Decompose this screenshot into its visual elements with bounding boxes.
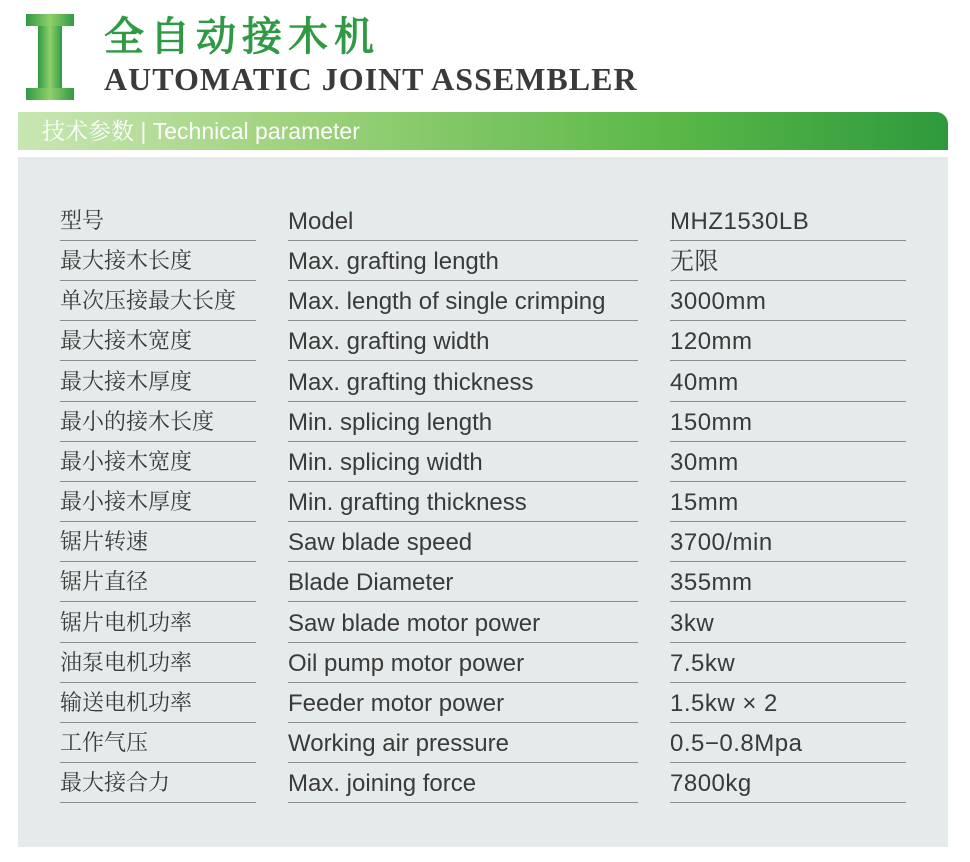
section-title: 技术参数 | Technical parameter (42, 118, 360, 144)
param-name-en: Oil pump motor power (288, 643, 638, 683)
param-value: 无限 (670, 241, 906, 281)
table-row (18, 402, 948, 442)
param-value: 7800kg (670, 763, 906, 803)
table-row (18, 683, 948, 723)
param-name-en: Feeder motor power (288, 683, 638, 723)
product-title-chinese: 全自动接木机 (104, 13, 380, 60)
product-title-english: AUTOMATIC JOINT ASSEMBLER (104, 61, 638, 97)
table-row (18, 562, 948, 602)
param-name-en: Model (288, 201, 638, 241)
table-row (18, 281, 948, 321)
table-row (18, 522, 948, 562)
param-name-cn: 输送电机功率 (60, 683, 256, 723)
param-value: 40mm (670, 362, 906, 402)
table-row (18, 201, 948, 241)
param-name-cn: 锯片直径 (60, 562, 256, 602)
param-value: 7.5kw (670, 643, 906, 683)
param-value: MHZ1530LB (670, 201, 906, 241)
param-value: 150mm (670, 402, 906, 442)
param-value: 120mm (670, 321, 906, 361)
param-name-cn: 最大接木厚度 (60, 362, 256, 402)
table-row (18, 482, 948, 522)
param-name-cn: 工作气压 (60, 723, 256, 763)
param-value: 1.5kw × 2 (670, 683, 906, 723)
param-value: 3000mm (670, 281, 906, 321)
param-name-en: Max. joining force (288, 763, 638, 803)
param-name-cn: 最大接木宽度 (60, 321, 256, 361)
param-name-en: Max. grafting length (288, 241, 638, 281)
param-name-cn: 最小接木宽度 (60, 442, 256, 482)
table-row (18, 442, 948, 482)
param-name-cn: 油泵电机功率 (60, 643, 256, 683)
param-name-en: Working air pressure (288, 723, 638, 763)
section-header-band (18, 112, 948, 150)
param-value: 0.5−0.8Mpa (670, 723, 906, 763)
table-row (18, 603, 948, 643)
roman-numeral-one-icon (22, 14, 78, 100)
parameter-table (18, 157, 948, 847)
param-name-en: Min. grafting thickness (288, 482, 638, 522)
param-name-cn: 锯片电机功率 (60, 603, 256, 643)
table-row (18, 723, 948, 763)
param-name-cn: 最小的接木长度 (60, 402, 256, 442)
param-name-en: Saw blade motor power (288, 603, 638, 643)
table-row (18, 241, 948, 281)
param-name-cn: 最大接木长度 (60, 241, 256, 281)
param-value: 3700/min (670, 522, 906, 562)
param-name-en: Min. splicing width (288, 442, 638, 482)
table-row (18, 643, 948, 683)
param-name-en: Min. splicing length (288, 402, 638, 442)
param-value: 30mm (670, 442, 906, 482)
table-row (18, 362, 948, 402)
param-name-en: Blade Diameter (288, 562, 638, 602)
param-name-cn: 单次压接最大长度 (60, 281, 256, 321)
param-value: 3kw (670, 603, 906, 643)
param-value: 15mm (670, 482, 906, 522)
param-name-en: Max. length of single crimping (288, 281, 638, 321)
param-name-cn: 锯片转速 (60, 522, 256, 562)
table-row (18, 321, 948, 361)
param-name-en: Saw blade speed (288, 522, 638, 562)
param-name-en: Max. grafting thickness (288, 362, 638, 402)
table-row (18, 763, 948, 803)
param-name-cn: 最小接木厚度 (60, 482, 256, 522)
param-name-cn: 型号 (60, 201, 256, 241)
param-name-en: Max. grafting width (288, 321, 638, 361)
param-value: 355mm (670, 562, 906, 602)
param-name-cn: 最大接合力 (60, 763, 256, 803)
